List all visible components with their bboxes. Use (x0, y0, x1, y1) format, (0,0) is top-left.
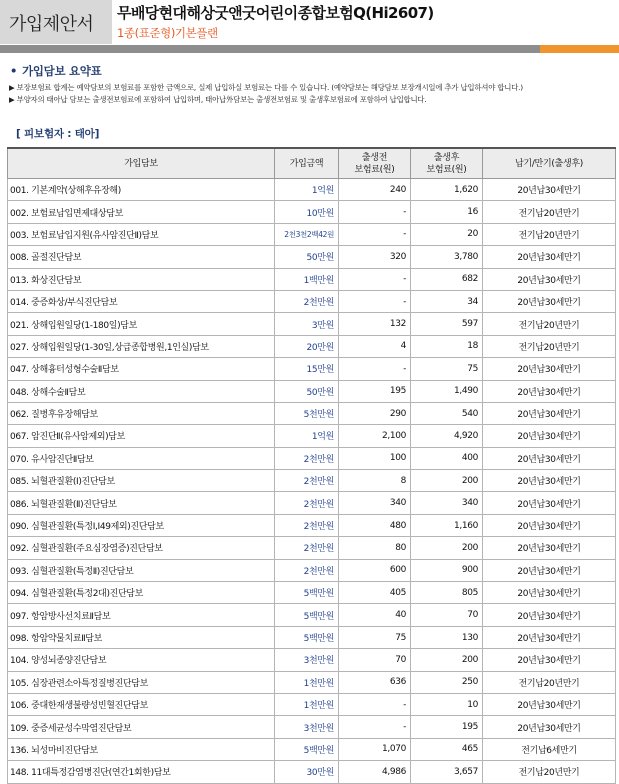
premium-after-cell: 3,657 (411, 761, 483, 783)
period-cell: 20년납30세만기 (483, 559, 616, 581)
coverage-name-cell: 062. 질병후유장해담보 (8, 402, 275, 424)
premium-after-cell: 20 (411, 223, 483, 245)
coverage-name-cell: 008. 골절진단담보 (8, 246, 275, 268)
table-row (8, 290, 616, 312)
coverage-name-cell: 067. 암진단Ⅱ(유사암제외)담보 (8, 425, 275, 447)
period-cell: 20년납30세만기 (483, 358, 616, 380)
coverage-name-cell: 070. 유사암진단Ⅱ담보 (8, 447, 275, 469)
header-divider-accent (540, 45, 619, 53)
table-row (8, 582, 616, 604)
product-name: 무배당현대해상굿앤굿어린이종합보험Q(Hi2607) (117, 4, 434, 22)
amount-cell: 10만원 (275, 201, 339, 223)
amount-cell: 50만원 (275, 380, 339, 402)
coverage-name-cell: 097. 항암방사선치료Ⅱ담보 (8, 604, 275, 626)
premium-after-cell: 682 (411, 268, 483, 290)
coverage-name-cell: 106. 중대한재생불량성빈혈진단담보 (8, 693, 275, 715)
column-header-coverage: 가입담보 (8, 148, 275, 179)
coverage-name-cell: 001. 기본계약(상해후유장해) (8, 179, 275, 201)
table-row (8, 201, 616, 223)
amount-cell: 2천만원 (275, 559, 339, 581)
premium-after-cell: 805 (411, 582, 483, 604)
note: ▶ 부양자의 태아납 담보는 출생전보험료에 포함하여 납입하며, 태아납外담보는 출생전보험료 및 출생후보험료에 포함하여 납입합니다. (9, 94, 427, 104)
premium-before-cell: 100 (339, 447, 411, 469)
premium-before-cell: 1,070 (339, 738, 411, 760)
amount-cell: 2천만원 (275, 537, 339, 559)
premium-before-cell: 132 (339, 313, 411, 335)
bullet-icon: • (10, 64, 18, 78)
coverage-name-cell: 086. 뇌혈관질환(Ⅱ)진단담보 (8, 492, 275, 514)
product-info (117, 2, 434, 41)
premium-before-cell: 4,986 (339, 761, 411, 783)
column-header-amount: 가입금액 (275, 148, 339, 179)
table-row (8, 335, 616, 357)
table-row (8, 246, 616, 268)
coverage-name-cell: 027. 상해입원일당(1-30일,상급종합병원,1인실)담보 (8, 335, 275, 357)
amount-cell: 1천만원 (275, 693, 339, 715)
period-cell: 20년납30세만기 (483, 649, 616, 671)
period-cell: 20년납30세만기 (483, 492, 616, 514)
amount-cell: 20만원 (275, 335, 339, 357)
period-cell: 전기납6세만기 (483, 738, 616, 760)
note: ▶ 보장보험료 합계는 예약담보의 보험료를 포함한 금액으로, 실제 납입하실 보험료는 다를 수 있습니다. (예약담보는 해당담보 보장개시일에 추가 납입하셔야 합니다.) (9, 83, 523, 92)
section-title (10, 63, 101, 79)
period-cell: 20년납30세만기 (483, 246, 616, 268)
period-cell: 20년납30세만기 (483, 716, 616, 738)
period-cell: 20년납30세만기 (483, 402, 616, 424)
premium-after-cell: 200 (411, 470, 483, 492)
period-cell: 20년납30세만기 (483, 268, 616, 290)
notes (9, 82, 609, 105)
period-cell: 전기납20년만기 (483, 201, 616, 223)
premium-before-cell: 40 (339, 604, 411, 626)
table-row (8, 425, 616, 447)
table-row (8, 223, 616, 245)
period-cell: 전기납20년만기 (483, 335, 616, 357)
premium-before-cell: - (339, 223, 411, 245)
premium-after-cell: 18 (411, 335, 483, 357)
premium-before-cell: 340 (339, 492, 411, 514)
table-row (8, 716, 616, 738)
premium-before-cell: 80 (339, 537, 411, 559)
table-row (8, 559, 616, 581)
period-cell: 20년납30세만기 (483, 179, 616, 201)
premium-after-cell: 597 (411, 313, 483, 335)
period-cell: 전기납20년만기 (483, 223, 616, 245)
period-cell: 20년납30세만기 (483, 693, 616, 715)
period-cell: 20년납30세만기 (483, 582, 616, 604)
premium-before-cell: 320 (339, 246, 411, 268)
premium-after-cell: 34 (411, 290, 483, 312)
premium-after-cell: 400 (411, 447, 483, 469)
premium-before-cell: 290 (339, 402, 411, 424)
table-row (8, 537, 616, 559)
table-body (8, 179, 616, 784)
premium-after-cell: 10 (411, 693, 483, 715)
period-cell: 20년납30세만기 (483, 514, 616, 536)
premium-after-cell: 200 (411, 649, 483, 671)
coverage-name-cell: 109. 중증세균성수막염진단담보 (8, 716, 275, 738)
premium-after-cell: 465 (411, 738, 483, 760)
document-header (0, 0, 619, 44)
amount-cell: 30만원 (275, 761, 339, 783)
amount-cell: 15만원 (275, 358, 339, 380)
premium-before-cell: 240 (339, 179, 411, 201)
table-row (8, 671, 616, 693)
amount-cell: 5백만원 (275, 626, 339, 648)
table-row (8, 268, 616, 290)
amount-cell: 2천만원 (275, 290, 339, 312)
premium-after-cell: 70 (411, 604, 483, 626)
amount-cell: 2천만원 (275, 470, 339, 492)
table-row (8, 604, 616, 626)
premium-before-cell: 405 (339, 582, 411, 604)
period-cell: 20년납30세만기 (483, 626, 616, 648)
amount-cell: 5백만원 (275, 738, 339, 760)
table-row (8, 380, 616, 402)
table-row (8, 402, 616, 424)
table-row (8, 313, 616, 335)
premium-after-cell: 540 (411, 402, 483, 424)
premium-before-cell: 70 (339, 649, 411, 671)
doc-label-box (0, 0, 112, 44)
premium-after-cell: 900 (411, 559, 483, 581)
column-header-premium-before: 출생전 보험료(원) (339, 148, 411, 179)
table-row (8, 492, 616, 514)
period-cell: 전기납20년만기 (483, 761, 616, 783)
premium-before-cell: 195 (339, 380, 411, 402)
coverage-name-cell: 090. 심혈관질환(특정Ⅰ,I49제외)진단담보 (8, 514, 275, 536)
period-cell: 20년납30세만기 (483, 470, 616, 492)
amount-cell: 1억원 (275, 425, 339, 447)
premium-before-cell: 75 (339, 626, 411, 648)
coverage-name-cell: 003. 보험료납입지원(유사암진단Ⅱ)담보 (8, 223, 275, 245)
header-divider-grey (0, 45, 540, 53)
section-title-text: 가입담보 요약표 (22, 64, 102, 78)
coverage-table (7, 147, 616, 784)
coverage-name-cell: 104. 양성뇌종양진단담보 (8, 649, 275, 671)
coverage-name-cell: 048. 상해수술Ⅱ담보 (8, 380, 275, 402)
table-row (8, 738, 616, 760)
period-cell: 전기납20년만기 (483, 671, 616, 693)
premium-after-cell: 195 (411, 716, 483, 738)
amount-cell: 5백만원 (275, 604, 339, 626)
coverage-name-cell: 098. 항암약물치료Ⅱ담보 (8, 626, 275, 648)
table-row (8, 693, 616, 715)
amount-cell: 3만원 (275, 313, 339, 335)
amount-cell: 1백만원 (275, 268, 339, 290)
amount-cell: 1천만원 (275, 671, 339, 693)
table-row (8, 649, 616, 671)
table-row (8, 358, 616, 380)
amount-cell: 1억원 (275, 179, 339, 201)
amount-cell: 2천만원 (275, 447, 339, 469)
premium-after-cell: 130 (411, 626, 483, 648)
amount-cell: 5천만원 (275, 402, 339, 424)
coverage-name-cell: 002. 보험료납입면제대상담보 (8, 201, 275, 223)
column-header-period: 납기/만기(출생후) (483, 148, 616, 179)
amount-cell: 5백만원 (275, 582, 339, 604)
premium-before-cell: 8 (339, 470, 411, 492)
table-row (8, 447, 616, 469)
table-header-row (8, 148, 616, 179)
premium-before-cell: - (339, 358, 411, 380)
premium-before-cell: - (339, 201, 411, 223)
premium-after-cell: 200 (411, 537, 483, 559)
coverage-name-cell: 085. 뇌혈관질환(Ⅰ)진단담보 (8, 470, 275, 492)
premium-before-cell: - (339, 693, 411, 715)
amount-cell: 2천3천2백42원 (275, 223, 339, 245)
premium-before-cell: - (339, 716, 411, 738)
premium-before-cell: 4 (339, 335, 411, 357)
period-cell: 20년납30세만기 (483, 604, 616, 626)
coverage-name-cell: 136. 뇌성마비진단담보 (8, 738, 275, 760)
period-cell: 20년납30세만기 (483, 447, 616, 469)
table-row (8, 626, 616, 648)
amount-cell: 2천만원 (275, 514, 339, 536)
premium-before-cell: 636 (339, 671, 411, 693)
column-header-premium-after: 출생후 보험료(원) (411, 148, 483, 179)
premium-after-cell: 250 (411, 671, 483, 693)
coverage-name-cell: 092. 심혈관질환(주요심장염증)진단담보 (8, 537, 275, 559)
premium-before-cell: 480 (339, 514, 411, 536)
table-row (8, 179, 616, 201)
coverage-name-cell: 047. 상해흉터성형수술Ⅱ담보 (8, 358, 275, 380)
period-cell: 20년납30세만기 (483, 380, 616, 402)
coverage-name-cell: 148. 11대특정감염병진단(연간1회한)담보 (8, 761, 275, 783)
premium-before-cell: - (339, 268, 411, 290)
premium-after-cell: 75 (411, 358, 483, 380)
premium-before-cell: - (339, 290, 411, 312)
coverage-name-cell: 094. 심혈관질환(특정2대)진단담보 (8, 582, 275, 604)
premium-before-cell: 2,100 (339, 425, 411, 447)
period-cell: 20년납30세만기 (483, 425, 616, 447)
doc-label: 가입제안서 (9, 14, 94, 35)
amount-cell: 2천만원 (275, 492, 339, 514)
table-row (8, 470, 616, 492)
coverage-name-cell: 014. 중증화상/부식진단담보 (8, 290, 275, 312)
premium-after-cell: 1,620 (411, 179, 483, 201)
premium-after-cell: 16 (411, 201, 483, 223)
premium-before-cell: 600 (339, 559, 411, 581)
amount-cell: 3천만원 (275, 649, 339, 671)
period-cell: 전기납20년만기 (483, 313, 616, 335)
coverage-name-cell: 013. 화상진단담보 (8, 268, 275, 290)
amount-cell: 50만원 (275, 246, 339, 268)
amount-cell: 3천만원 (275, 716, 339, 738)
coverage-name-cell: 021. 상해입원일당(1-180일)담보 (8, 313, 275, 335)
table-row (8, 514, 616, 536)
insured-label: [ 피보험자 : 태아] (16, 128, 100, 140)
coverage-name-cell: 093. 심혈관질환(특정Ⅱ)진단담보 (8, 559, 275, 581)
premium-after-cell: 3,780 (411, 246, 483, 268)
plan-name: 1종(표준형)기본플랜 (117, 26, 218, 40)
period-cell: 20년납30세만기 (483, 290, 616, 312)
table-row (8, 761, 616, 783)
coverage-name-cell: 105. 심장관련소아특정질병진단담보 (8, 671, 275, 693)
premium-after-cell: 4,920 (411, 425, 483, 447)
premium-after-cell: 1,160 (411, 514, 483, 536)
premium-after-cell: 340 (411, 492, 483, 514)
premium-after-cell: 1,490 (411, 380, 483, 402)
period-cell: 20년납30세만기 (483, 537, 616, 559)
